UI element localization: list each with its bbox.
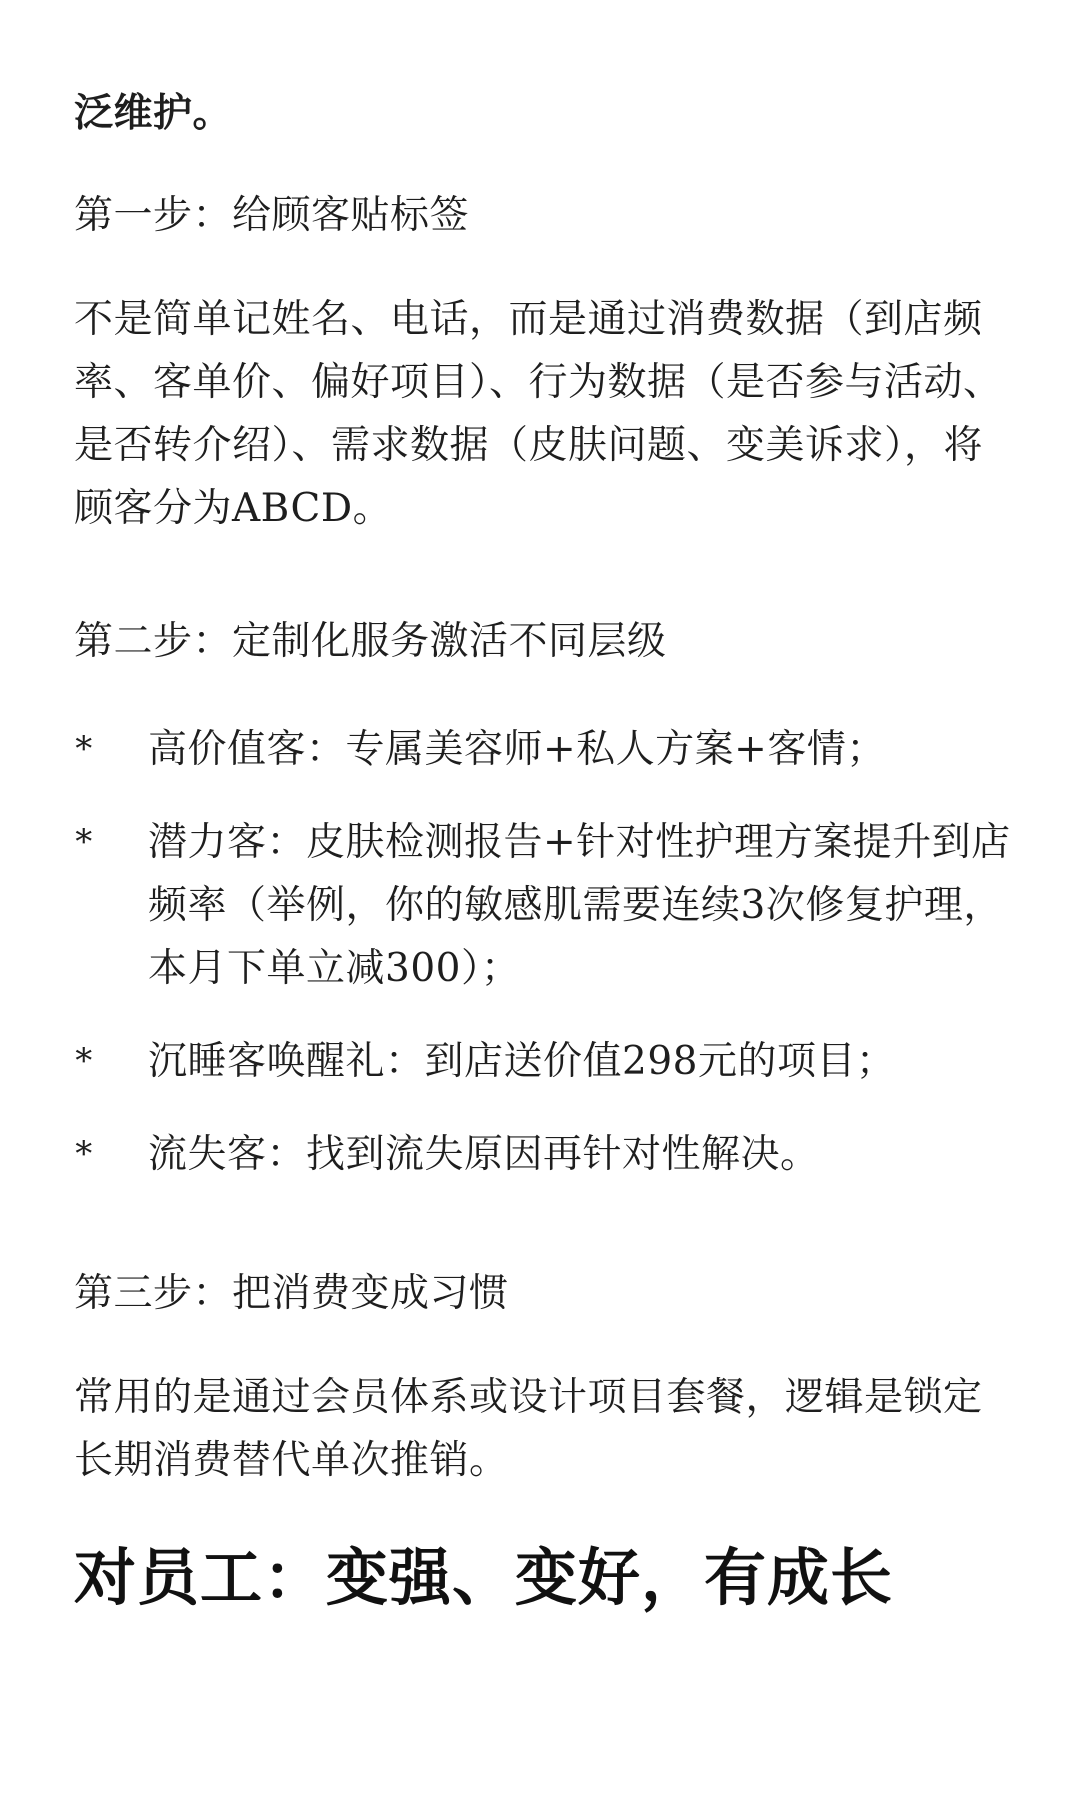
list-item-text: 高价值客：专属美容师+私人方案+客情；	[148, 727, 886, 772]
section-heading: 对员工：变强、变好，有成长	[74, 1541, 894, 1614]
step3-paragraph: 常用的是通过会员体系或设计项目套餐，逻辑是锁定长期消费替代单次推销。	[74, 1375, 983, 1483]
bullet-marker: *	[75, 1134, 93, 1174]
list-item	[74, 718, 1016, 781]
list-item	[74, 811, 1016, 1000]
bullet-marker: *	[75, 1041, 93, 1081]
bullet-marker: *	[75, 822, 93, 862]
bullet-marker: *	[75, 729, 93, 769]
list-item-text: 流失客：找到流失原因再针对性解决。	[148, 1132, 820, 1177]
step3-heading: 第三步：把消费变成习惯	[74, 1271, 509, 1316]
step2-heading: 第二步：定制化服务激活不同层级	[74, 619, 667, 664]
paragraph-fragment: 泛维护。	[74, 90, 233, 136]
list-item	[74, 1123, 1016, 1186]
step2-list	[74, 718, 1016, 1186]
step1-heading: 第一步：给顾客贴标签	[74, 193, 470, 238]
list-item-text: 沉睡客唤醒礼：到店送价值298元的项目；	[148, 1039, 896, 1084]
list-item	[74, 1030, 1016, 1093]
list-item-text: 潜力客：皮肤检测报告+针对性护理方案提升到店频率（举例，你的敏感肌需要连续3次修复护理，本月下单立减300）；	[148, 820, 1011, 991]
step1-paragraph: 不是简单记姓名、电话，而是通过消费数据（到店频率、客单价、偏好项目）、行为数据（是否参与活动、是否转介绍）、需求数据（皮肤问题、变美诉求），将顾客分为ABCD。	[74, 297, 1003, 531]
